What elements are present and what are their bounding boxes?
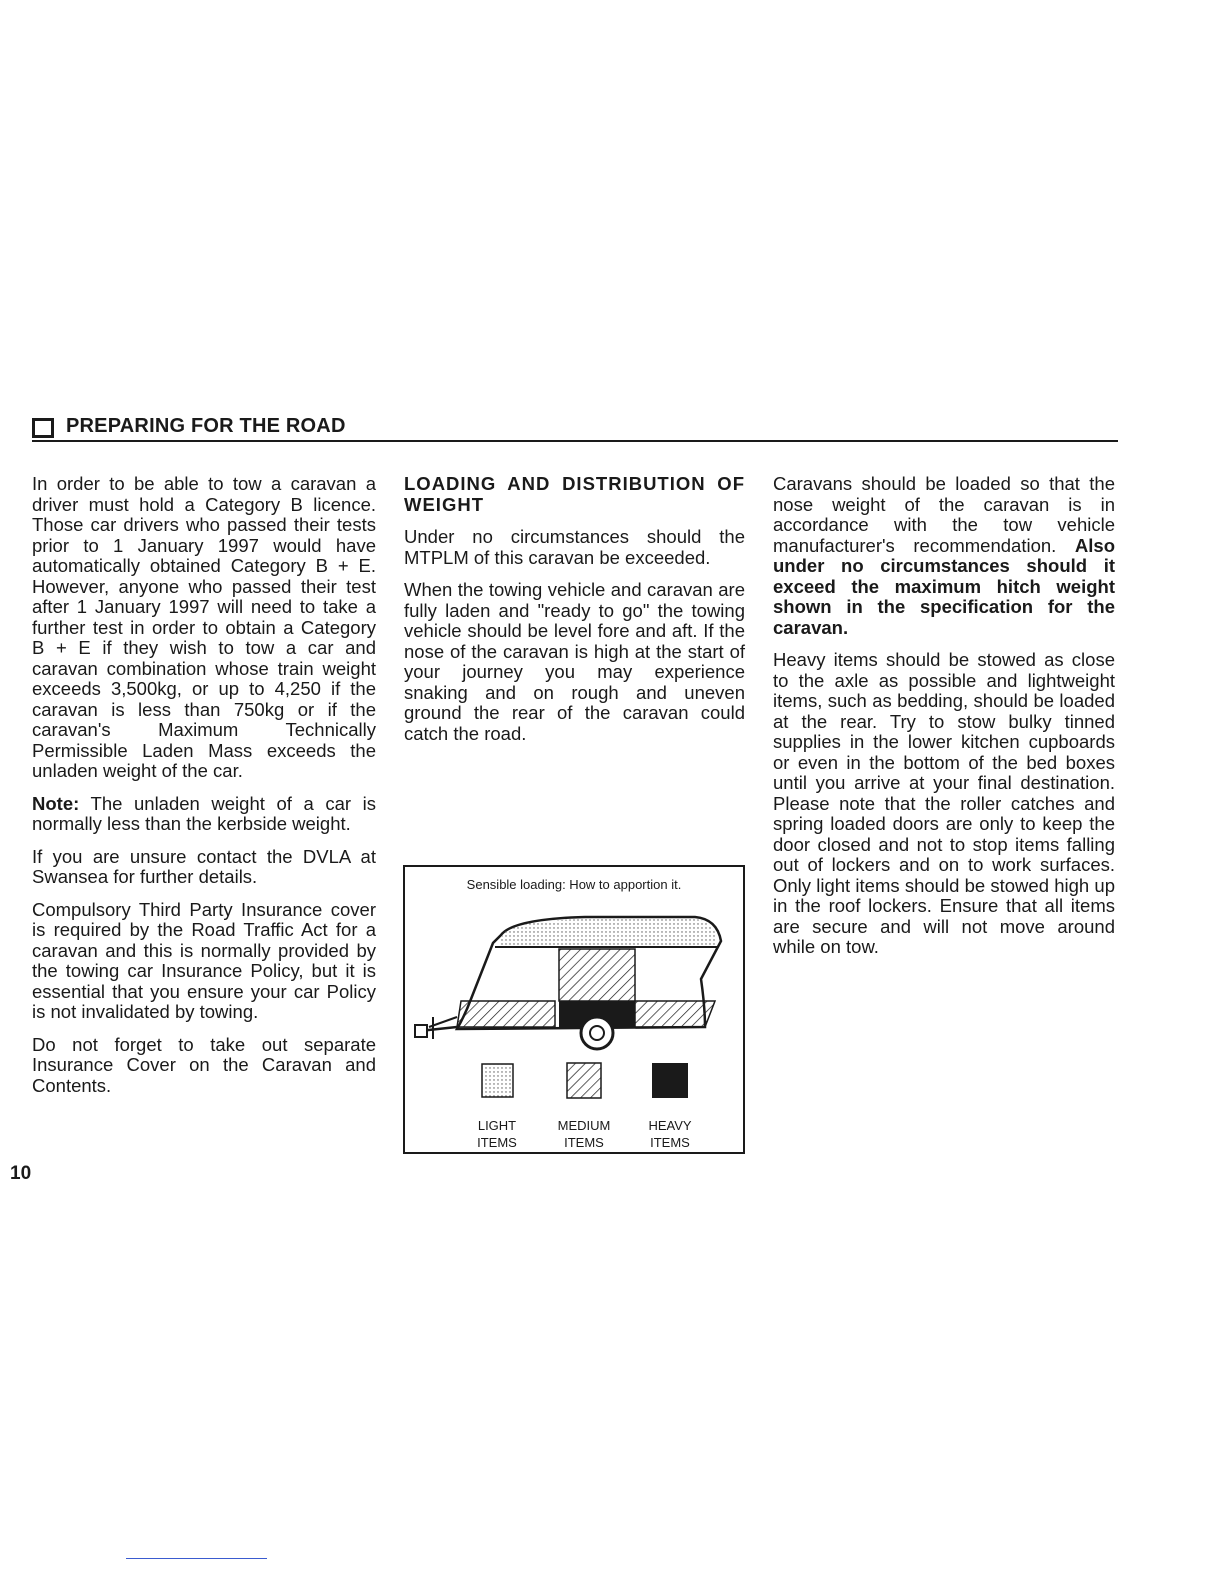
column-loading (404, 474, 745, 756)
hitch-weight-warning: Also under no circumstances should it exceed the maximum hitch weight shown in the specification for the caravan. (773, 534, 1115, 638)
medium-items-swatch (567, 1063, 601, 1098)
section-title: PREPARING FOR THE ROAD (66, 415, 346, 437)
legend-heavy-line2: ITEMS (650, 1135, 690, 1150)
nose-weight-paragraph (773, 474, 1115, 638)
note-text: The unladen weight of a car is normally less than the kerbside weight. (32, 792, 376, 834)
mtplm-paragraph: Under no circumstances should the MTPLM of this caravan be exceeded. (404, 526, 745, 568)
note-label: Note: (32, 792, 80, 814)
legend-heavy (630, 1117, 710, 1151)
nose-weight-text: Caravans should be loaded so that the nose weight of the caravan is in accordance with the tow vehicle manufacturer's recommendation. (773, 473, 1115, 556)
separate-insurance-paragraph: Do not forget to take out separate Insurance Cover on the Caravan and Contents. (32, 1033, 376, 1096)
note-paragraph (32, 794, 376, 835)
legend-light-line1: LIGHT (477, 1118, 517, 1133)
dvla-paragraph: If you are unsure contact the DVLA at Swansea for further details. (32, 845, 376, 887)
heavy-items-paragraph: Heavy items should be stowed as close to the axle as possible and lightweight items, such as bedding, should be loaded at the rear. Try to stow bulky tinned supplies in the lower kitchen cupboards or even in the bottom of the bed boxes until you arrive at your final destination. Please note that the roller catches and spring loaded doors are only to keep the door closed and not to stop items falling out of lockers and on to work surfaces. Only light items should be stowed high up in the roof lockers. Ensure that all items are secure and will not move around while on tow. (773, 649, 1115, 957)
stray-line (126, 1558, 267, 1559)
section-header (32, 414, 1118, 442)
insurance-paragraph: Compulsory Third Party Insurance cover is required by the Road Traffic Act for a caravan and this is normally provided by the towing car Insurance Policy, but it is essential that you ensure your car Policy is not invalidated by towing. (32, 898, 376, 1022)
legend-medium-line1: MEDIUM (557, 1118, 611, 1133)
legend-light-line2: ITEMS (477, 1135, 517, 1150)
legend-medium-line2: ITEMS (564, 1135, 604, 1150)
column-nose-weight (773, 474, 1115, 970)
licence-paragraph: In order to be able to tow a caravan a driver must hold a Category B licence. Those car drivers who passed their tests prior to 1 January 1997 would have automatically obtained Category B + E. However, anyone who passed their test after 1 January 1997 will need to take a further test in order to obtain a Category B + E if they wish to tow a car and caravan combination whose train weight exceeds 3,500kg, or up to 4,250 if the caravan is less than 750kg or if the caravan's Maximum Technically Permissible Laden Mass exceeds the unladen weight of the car. (32, 473, 376, 781)
loading-heading: LOADING AND DISTRIBUTION OF WEIGHT (404, 473, 745, 515)
level-paragraph: When the towing vehicle and caravan are fully laden and "ready to go" the towing vehicle should be level fore and aft. If the nose of the caravan is high at the start of your journey you may experience snaking and on rough and uneven ground the rear of the caravan could catch the road. (404, 579, 745, 744)
legend-heavy-line1: HEAVY (648, 1118, 692, 1133)
checkbox-square-icon (32, 418, 54, 438)
figure-caption: Sensible loading: How to apportion it. (466, 877, 682, 892)
page-number: 10 (10, 1163, 32, 1184)
caravan-loading-illustration (405, 867, 747, 1156)
legend-medium (544, 1117, 624, 1151)
legend-light (457, 1117, 537, 1151)
light-items-swatch (482, 1064, 513, 1097)
loading-diagram (403, 865, 745, 1154)
heavy-items-swatch (652, 1063, 688, 1098)
column-licence-insurance (32, 474, 376, 1108)
